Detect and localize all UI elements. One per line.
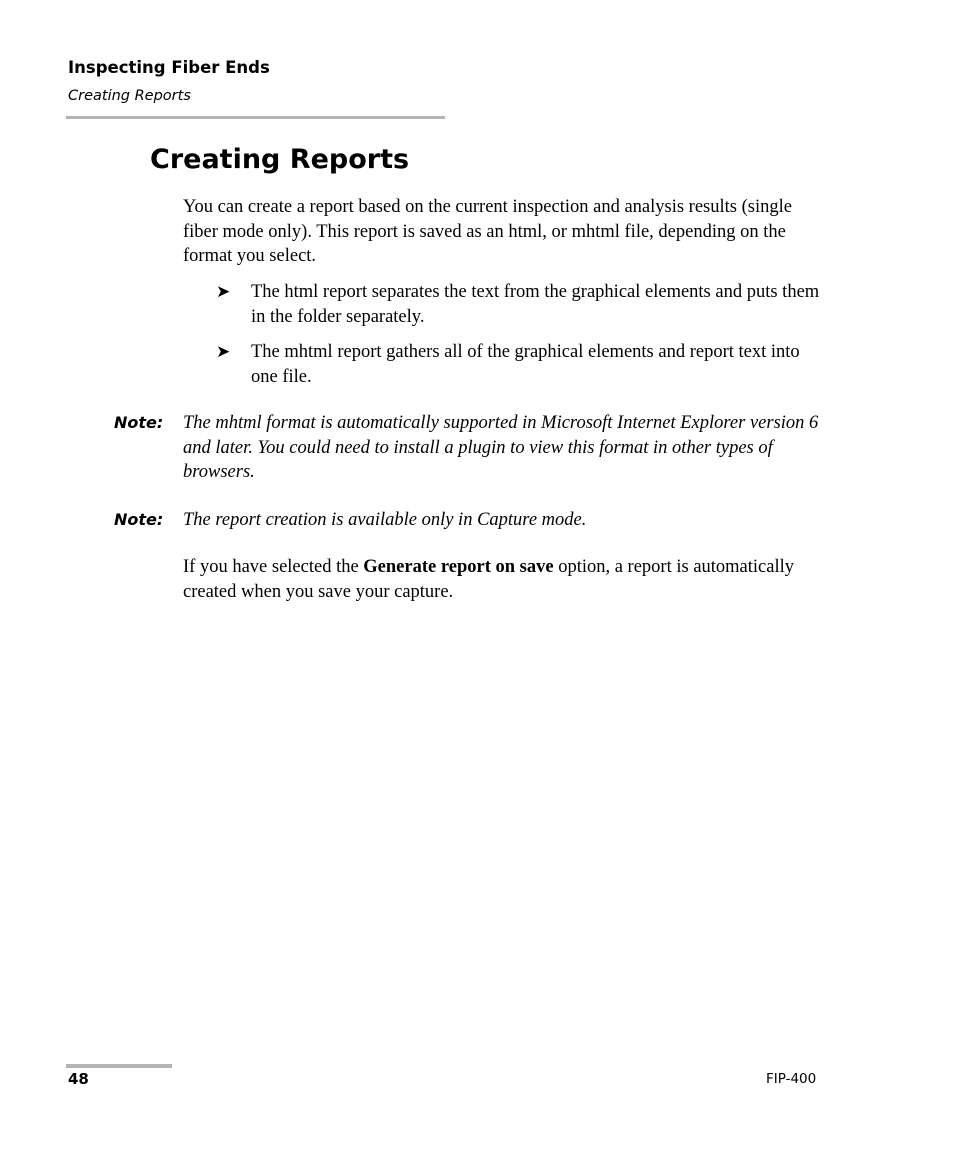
bullet-text: The mhtml report gathers all of the graphical elements and report text into one file. — [251, 342, 800, 387]
note-label: Note: — [114, 413, 164, 432]
header-divider — [66, 116, 445, 119]
page-number: 48 — [68, 1070, 89, 1088]
footer-divider — [66, 1064, 172, 1068]
note-label: Note: — [114, 510, 164, 529]
intro-paragraph: You can create a report based on the current inspection and analysis results (single fiber mode only). This report is saved as an html, or mhtml file, depending on the format you select. — [183, 197, 792, 266]
closing-text-end: option, a report is automatically created when you save your capture. — [183, 557, 794, 602]
list-item — [216, 280, 826, 329]
arrow-bullet-icon: ➤ — [216, 342, 231, 362]
document-id: FIP-400 — [766, 1071, 817, 1087]
option-name: Generate report on save — [363, 557, 554, 577]
note-text: The report creation is available only in Capture mode. — [183, 510, 587, 530]
note-block — [114, 411, 824, 485]
closing-paragraph — [183, 555, 823, 604]
note-text: The mhtml format is automatically supported in Microsoft Internet Explorer version 6 and later. You could need to install a plugin to view this format in other types of browsers. — [183, 413, 819, 482]
note-block — [114, 508, 824, 533]
arrow-bullet-icon: ➤ — [216, 282, 231, 302]
list-item — [216, 340, 826, 389]
running-header-title: Inspecting Fiber Ends — [68, 58, 270, 77]
bullet-list — [216, 280, 826, 400]
closing-text-start: If you have selected the — [183, 557, 364, 577]
bullet-text: The html report separates the text from the graphical elements and puts them in the folder separately. — [251, 282, 820, 327]
running-header-subtitle: Creating Reports — [68, 88, 191, 104]
section-title: Creating Reports — [150, 144, 410, 175]
